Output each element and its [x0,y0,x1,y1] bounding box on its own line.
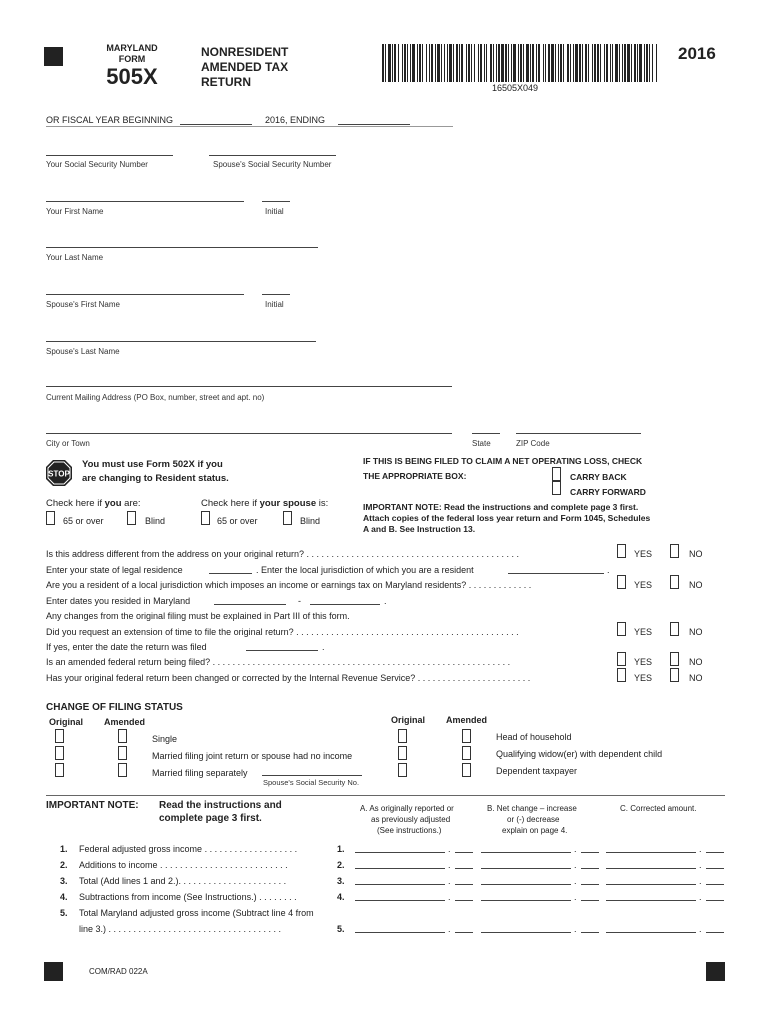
state-residence-field[interactable] [209,573,252,574]
q9-yes-checkbox[interactable] [617,668,626,682]
income-line-number: 4. [60,892,68,902]
title-line3: RETURN [201,75,251,89]
footer-code: COM/RAD 022A [89,967,148,976]
stop-line1: You must use Form 502X if you [82,459,223,470]
barcode-bar [646,44,648,82]
spouse-blind-label: Blind [300,516,321,526]
barcode-bar [478,44,479,82]
barcode-bar [474,44,475,82]
decimal-point: . [448,892,451,902]
barcode-bar [532,44,534,82]
barcode-bar [385,44,386,82]
q9-yes-label: YES [634,673,653,683]
q3-no-label: NO [689,580,703,590]
q6-no-checkbox[interactable] [670,622,679,636]
barcode-bar [606,44,608,82]
barcode-bar [570,44,571,82]
you-blind-label: Blind [145,516,166,526]
income-line-ref: 2. [337,860,345,870]
fiscal-rule [46,126,453,127]
amount-col-b-cents[interactable] [581,884,599,885]
barcode-bar [555,44,556,82]
q3-yes-checkbox[interactable] [617,575,626,589]
decimal-point: . [448,844,451,854]
form-word: FORM [118,54,146,64]
income-line-number: 5. [60,908,68,918]
amount-col-a-cents[interactable] [455,884,473,885]
barcode-bar [637,44,638,82]
barcode-bar [551,44,554,82]
income-line-text: Total Maryland adjusted gross income (Subtract line 4 from [79,908,314,918]
q9-no-checkbox[interactable] [670,668,679,682]
amount-col-b-cents[interactable] [581,900,599,901]
period-mark-2: . [384,596,387,606]
amount-col-a-dollars[interactable] [355,852,445,853]
last-name-field[interactable] [46,247,318,248]
single-label: Single [152,734,178,744]
spouse-first-name-label: Spouse's First Name [46,300,120,309]
barcode-bar [429,44,430,82]
barcode-text: 16505X049 [492,83,539,93]
amount-col-a-dollars[interactable] [355,868,445,869]
barcode-bar [412,44,415,82]
dependent-label: Dependent taxpayer [496,766,578,776]
date-filed-field[interactable] [246,650,318,651]
barcode-bar [398,44,399,82]
nol-note1: IMPORTANT NOTE: Read the instructions and complete page 3 first. [363,502,639,512]
amount-col-c-cents[interactable] [706,900,724,901]
zip-field[interactable] [516,433,641,434]
joint-amended-checkbox[interactable] [118,746,127,760]
barcode-bar [545,44,546,82]
barcode-bar [426,44,427,82]
local-jurisdiction-field[interactable] [508,573,604,574]
col-c-line1: C. Corrected amount. [620,804,697,813]
income-line-text: Subtractions from income (See Instructions.) . . . . . . . . [79,892,297,902]
you-65-checkbox[interactable] [46,511,55,525]
state-label: MARYLAND [106,43,158,53]
joint-original-checkbox[interactable] [55,746,64,760]
barcode-bar [588,44,589,82]
barcode-bar [422,44,423,82]
income-line-ref: 1. [337,844,345,854]
barcode-bar [417,44,418,82]
spouse-initial-label: Initial [265,300,284,309]
q-amended-federal: Is an amended federal return being filed? . . . . . . . . . . . . . . . . . . . . . . . . . . . . . . . . . . . . . . . . . . . . . . . . . . . . . . . . . . . . [46,657,511,667]
barcode-bar [563,44,564,82]
separate-spouse-ssn-label: Spouse's Social Security No. [263,778,360,787]
barcode-bar [518,44,519,82]
spouse-blind-checkbox[interactable] [283,511,292,525]
col-b-line2: or (-) decrease [507,815,560,824]
barcode-bar [644,44,645,82]
q1-no-checkbox[interactable] [670,544,679,558]
hoh-amended-checkbox[interactable] [462,729,471,743]
barcode-bar [382,44,384,82]
barcode-bar [508,44,509,82]
decimal-point: . [574,844,577,854]
period-mark: . [607,565,610,575]
address-label: Current Mailing Address (PO Box, number, street and apt. no) [46,393,265,402]
amount-col-c-cents[interactable] [706,852,724,853]
amount-col-c-cents[interactable] [706,932,724,933]
amount-col-b-dollars[interactable] [481,868,571,869]
amount-col-a-cents[interactable] [455,932,473,933]
q8-yes-checkbox[interactable] [617,652,626,666]
amount-col-a-dollars[interactable] [355,884,445,885]
fiscal-year-label: OR FISCAL YEAR BEGINNING [46,115,174,125]
amount-col-a-cents[interactable] [455,900,473,901]
ssn-field[interactable] [46,155,173,156]
city-field[interactable] [46,433,452,434]
income-line-ref: 5. [337,924,345,934]
fiscal-begin-field[interactable] [180,124,252,125]
carry-forward-checkbox[interactable] [552,481,561,495]
barcode-bar [536,44,537,82]
decimal-point: . [574,860,577,870]
barcode-bar [579,44,581,82]
widow-original-checkbox[interactable] [398,746,407,760]
q1-yes-checkbox[interactable] [617,544,626,558]
income-line-text: line 3.) . . . . . . . . . . . . . . . . . . . . . . . . . . . . . . . . . . . [79,924,282,934]
q-extension: Did you request an extension of time to file the original return? . . . . . . . . . . . . . . . . . . . . . . . . . . . . . . . . . . . . . . . . . . . . . [46,627,519,637]
amount-col-b-dollars[interactable] [481,932,571,933]
income-note-text1: Read the instructions and [159,800,282,811]
single-amended-checkbox[interactable] [118,729,127,743]
carry-back-checkbox[interactable] [552,467,561,481]
decimal-point: . [699,844,702,854]
widow-label: Qualifying widow(er) with dependent child [496,749,663,759]
amount-col-c-dollars[interactable] [606,884,696,885]
barcode-bar [582,44,583,82]
barcode-bar [656,44,657,82]
separate-spouse-ssn-field[interactable] [262,775,362,776]
income-line-text: Federal adjusted gross income . . . . . . . . . . . . . . . . . . . [79,844,298,854]
decimal-point: . [699,876,702,886]
income-note-label: IMPORTANT NOTE: [46,800,139,811]
barcode-bar [404,44,406,82]
barcode-bar [585,44,587,82]
col-a-line1: A. As originally reported or [360,804,454,813]
fiscal-ending-label: 2016, ENDING [265,115,326,125]
barcode-bar [505,44,507,82]
barcode-bar [456,44,458,82]
barcode-bar [567,44,569,82]
widow-amended-checkbox[interactable] [462,746,471,760]
barcode-bar [530,44,531,82]
filing-amended-header-left: Amended [104,717,146,727]
spouse-last-name-label: Spouse's Last Name [46,347,120,356]
barcode-bar [575,44,578,82]
barcode-image [382,44,658,82]
barcode-bar [459,44,460,82]
income-line-number: 3. [60,876,68,886]
spouse-first-name-field[interactable] [46,294,244,295]
q-irs-changed: Has your original federal return been changed or corrected by the Internal Revenue Service? . . . . . . . . . . . . . . . . . . . . . . . [46,673,531,683]
amount-col-b-dollars[interactable] [481,852,571,853]
income-note-text2: complete page 3 first. [159,813,262,824]
barcode-bar [526,44,529,82]
barcode-bar [622,44,623,82]
carry-forward-label: CARRY FORWARD [570,487,646,497]
barcode-bar [490,44,492,82]
spouse-65-checkbox[interactable] [201,511,210,525]
state-label-small: State [472,439,491,448]
q3-no-checkbox[interactable] [670,575,679,589]
resided-from-field[interactable] [214,604,286,605]
nol-line2: THE APPROPRIATE BOX: [363,471,467,481]
barcode-bar [523,44,524,82]
title-line2: AMENDED TAX [201,60,289,74]
last-name-label: Your Last Name [46,253,104,262]
decimal-point: . [699,924,702,934]
col-a-line3: (See instructions.) [377,826,442,835]
amount-col-b-dollars[interactable] [481,900,571,901]
corner-marker-bottom-right [706,962,725,981]
amount-col-a-cents[interactable] [455,852,473,853]
barcode-bar [649,44,650,82]
barcode-bar [513,44,516,82]
filing-original-header-left: Original [49,717,84,727]
col-b-line1: B. Net change – increase [487,804,577,813]
resided-to-field[interactable] [310,604,380,605]
barcode-bar [410,44,411,82]
barcode-bar [493,44,494,82]
barcode-bar [597,44,599,82]
barcode-bar [435,44,436,82]
nol-line1: IF THIS IS BEING FILED TO CLAIM A NET OPERATING LOSS, CHECK [363,456,643,466]
col-b-line3: explain on page 4. [502,826,568,835]
spouse-check-label: Check here if your spouse is: [201,498,329,509]
barcode-bar [431,44,433,82]
initial-field[interactable] [262,201,290,202]
amount-col-a-dollars[interactable] [355,900,445,901]
corner-marker-top-left [44,47,63,66]
decimal-point: . [448,876,451,886]
income-line-number: 1. [60,844,68,854]
barcode-bar [471,44,472,82]
barcode-bar [402,44,403,82]
spouse-initial-field[interactable] [262,294,290,295]
barcode-bar [453,44,454,82]
initial-label: Initial [265,207,284,216]
dependent-original-checkbox[interactable] [398,763,407,777]
you-blind-checkbox[interactable] [127,511,136,525]
spouse-ssn-field[interactable] [209,155,336,156]
income-line-text: Total (Add lines 1 and 2.). . . . . . . . . . . . . . . . . . . . . . [79,876,287,886]
you-check-label: Check here if you are: [46,498,141,509]
address-field[interactable] [46,386,452,387]
nol-note3: A and B. See Instruction 13. [363,524,476,534]
q1-no-label: NO [689,549,703,559]
amount-col-b-cents[interactable] [581,868,599,869]
barcode-bar [560,44,562,82]
amount-col-b-dollars[interactable] [481,884,571,885]
barcode-bar [573,44,574,82]
barcode-bar [631,44,632,82]
barcode-bar [449,44,452,82]
barcode-bar [468,44,470,82]
barcode-bar [594,44,596,82]
ssn-label: Your Social Security Number [46,160,148,169]
amount-col-b-cents[interactable] [581,932,599,933]
hoh-original-checkbox[interactable] [398,729,407,743]
barcode-bar [612,44,613,82]
barcode-bar [652,44,653,82]
filing-original-header-right: Original [391,715,426,725]
decimal-point: . [448,860,451,870]
barcode-bar [484,44,485,82]
barcode-bar [604,44,605,82]
decimal-point: . [574,924,577,934]
separate-original-checkbox[interactable] [55,763,64,777]
amount-col-b-cents[interactable] [581,852,599,853]
barcode-bar [441,44,442,82]
barcode-bar [480,44,482,82]
decimal-point: . [574,876,577,886]
decimal-point: . [699,860,702,870]
barcode-bar [543,44,544,82]
barcode-bar [388,44,391,82]
q-changes-note: Any changes from the original filing must be explained in Part III of this form. [46,611,350,621]
dates-dash: - [298,596,301,606]
stop-line2: are changing to Resident status. [82,473,229,484]
spouse-65-label: 65 or over [217,516,258,526]
separate-amended-checkbox[interactable] [118,763,127,777]
barcode-bar [437,44,440,82]
barcode-bar [501,44,504,82]
barcode-bar [461,44,463,82]
tax-year: 2016 [678,44,716,63]
q-state-residence: Enter your state of legal residence [46,565,183,575]
amount-col-c-dollars[interactable] [606,932,696,933]
q1-yes-label: YES [634,549,653,559]
filing-divider [46,795,725,796]
spouse-last-name-field[interactable] [46,341,316,342]
joint-label: Married filing joint return or spouse had no income [152,751,353,761]
q9-no-label: NO [689,673,703,683]
barcode-bar [600,44,601,82]
q8-yes-label: YES [634,657,653,667]
first-name-label: Your First Name [46,207,104,216]
state-field[interactable] [472,433,500,434]
barcode-bar [558,44,559,82]
carry-back-label: CARRY BACK [570,472,627,482]
stop-sign-text: STOP [48,469,70,479]
spouse-ssn-label: Spouse's Social Security Number [213,160,332,169]
nol-note2: Attach copies of the federal loss year return and Form 1045, Schedules [363,513,651,523]
stop-sign-icon [45,459,73,487]
amount-col-c-cents[interactable] [706,868,724,869]
q3-yes-label: YES [634,580,653,590]
barcode-bar [538,44,540,82]
barcode-bar [498,44,500,82]
barcode-bar [592,44,593,82]
form-number: 505X [106,64,158,89]
barcode-bar [447,44,448,82]
income-line-number: 2. [60,860,68,870]
q-address-different: Is this address different from the address on your original return? . . . . . . . . . . . . . . . . . . . . . . . . . . . . . . . . . . . . . . . . . . . [46,549,520,559]
dependent-amended-checkbox[interactable] [462,763,471,777]
barcode-bar [394,44,396,82]
amount-col-c-dollars[interactable] [606,852,696,853]
barcode-bar [511,44,512,82]
amount-col-c-dollars[interactable] [606,868,696,869]
city-label: City or Town [46,439,90,448]
barcode-bar [520,44,522,82]
period-mark-3: . [322,642,325,652]
barcode-bar [624,44,626,82]
barcode-bar [486,44,487,82]
you-65-label: 65 or over [63,516,104,526]
barcode-bar [466,44,467,82]
q-local-tax: Are you a resident of a local jurisdiction which imposes an income or earnings tax on Maryland residents? . . . . . . . . . . . . . [46,580,532,590]
amount-col-a-dollars[interactable] [355,932,445,933]
decimal-point: . [699,892,702,902]
barcode-bar [610,44,611,82]
filing-amended-header-right: Amended [446,715,488,725]
q-date-filed: If yes, enter the date the return was filed [46,642,207,652]
barcode-bar [407,44,408,82]
q6-no-label: NO [689,627,703,637]
amount-col-a-cents[interactable] [455,868,473,869]
income-line-ref: 3. [337,876,345,886]
amount-col-c-cents[interactable] [706,884,724,885]
income-line-ref: 4. [337,892,345,902]
col-a-line2: as previously adjusted [371,815,451,824]
barcode-bar [627,44,630,82]
separate-label: Married filing separately [152,768,248,778]
zip-label: ZIP Code [516,439,550,448]
decimal-point: . [448,924,451,934]
corner-marker-bottom-left [44,962,63,981]
barcode-bar [548,44,550,82]
barcode-bar [615,44,618,82]
hoh-label: Head of household [496,732,572,742]
q-dates-resided: Enter dates you resided in Maryland [46,596,191,606]
barcode-bar [392,44,393,82]
fiscal-end-field[interactable] [338,124,410,125]
barcode-bar [634,44,636,82]
barcode-bar [619,44,620,82]
income-line-text: Additions to income . . . . . . . . . . . . . . . . . . . . . . . . . . [79,860,288,870]
title-line1: NONRESIDENT [201,45,289,59]
first-name-field[interactable] [46,201,244,202]
barcode-bar [419,44,421,82]
decimal-point: . [574,892,577,902]
q8-no-label: NO [689,657,703,667]
barcode-bar [639,44,642,82]
filing-status-title: CHANGE OF FILING STATUS [46,702,183,713]
q8-no-checkbox[interactable] [670,652,679,666]
barcode-bar [496,44,497,82]
q-local-jurisdiction: . Enter the local jurisdiction of which you are a resident [256,565,474,575]
q6-yes-label: YES [634,627,653,637]
q6-yes-checkbox[interactable] [617,622,626,636]
barcode-bar [444,44,445,82]
single-original-checkbox[interactable] [55,729,64,743]
amount-col-c-dollars[interactable] [606,900,696,901]
